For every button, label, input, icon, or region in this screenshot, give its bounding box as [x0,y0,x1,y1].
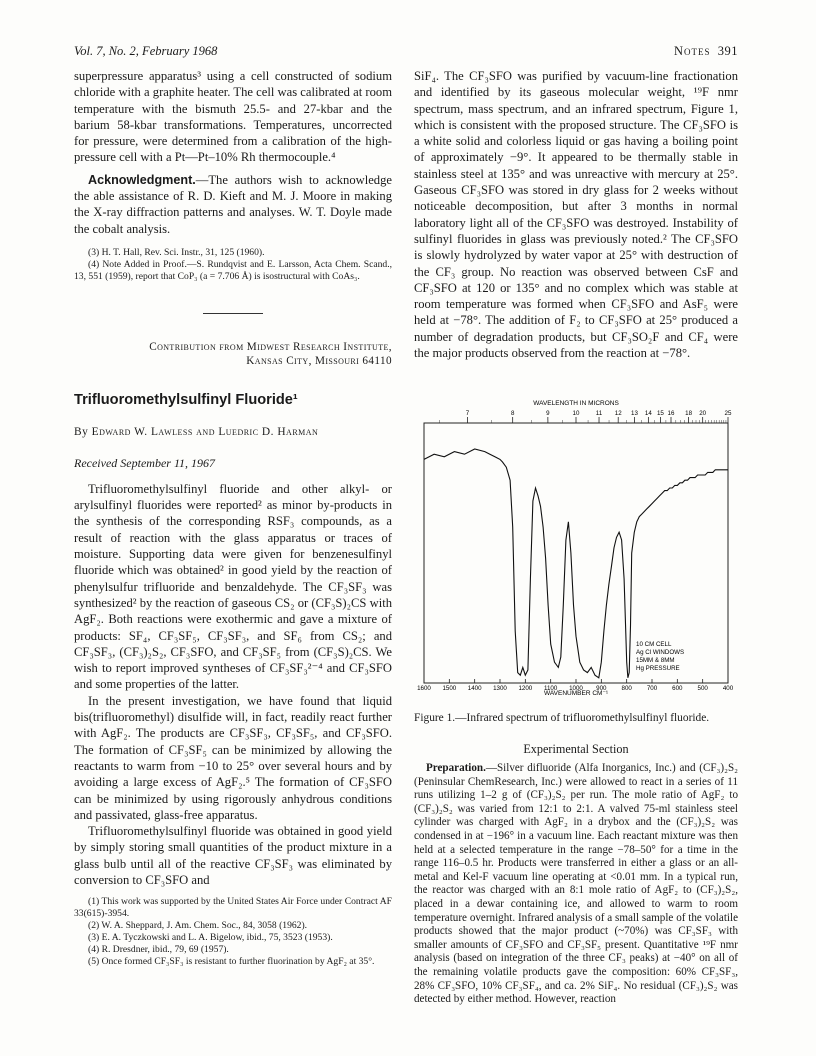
top-axis-ticks [440,410,732,423]
byline-prefix: By [74,426,92,439]
bottom-tick-label: 900 [596,685,607,692]
legend-box [636,641,684,672]
plot-frame [424,423,728,683]
top-tick-label: 15 [656,410,664,417]
bottom-tick-label: 800 [621,685,632,692]
article-title: Trifluoromethylsulfinyl Fluoride¹ [74,391,298,408]
bottom-tick-label: 1600 [417,685,431,692]
page-number: 391 [717,44,738,58]
top-tick-label: 14 [644,410,652,417]
bottom-tick-label: 1500 [442,685,457,692]
contribution-line-2: Kansas City, Missouri 64110 [246,354,392,367]
top-tick-label: 11 [595,410,603,417]
bottom-tick-label: 600 [672,685,683,692]
footnote-2: (2) W. A. Sheppard, J. Am. Chem. Soc., 84, 3058 (1962). [88,920,308,932]
top-tick-label: 25 [724,410,732,417]
received-date: Received September 11, 1967 [74,455,216,470]
top-tick-label: 12 [614,410,622,417]
legend-pressure-2: Hg PRESSURE [636,665,680,672]
top-tick-label: 9 [546,410,550,417]
top-tick-label: 20 [699,410,707,417]
preparation-body: —Silver difluoride (Alfa Inorganics, Inc.) and (CF₃)₂S₂ (Peninsular ChemResearch, Inc.) were allowed to react in a series of 11 runs utilizing 1–2 g of (CF₃)₂S₂ per run. The mole ratio of AgF₂ to (CF₃)₂S₂ was varied from 12:1 to 2:1. A valved 75-ml stainless steel cylinder was charged with AgF₂ in a drybox and the (CF₃)₂S₂ was condensed in at −196° in a vacuum line. Each reactant mixture was then held at a selected temperature in the range −78–50° for a time in the range 116–0.5 hr. Products were transferred in either a glass or an all-metal and Kel-F vacuum line operating at <0.01 mm. In a typical run, the reactor was charged with an 8:1 mole ratio of AgF₂ to (CF₃)₂S₂, placed in a dewar containing ice, and allowed to warm to room temperature overnight. Infrared analysis of a small sample of the volatile products showed that the major product (~70%) was CF₃SF₃ with smaller amounts of CF₃SFO and CF₃SF₅ present. Quantitative ¹⁹F nmr analysis (based on integration of the three CF₃ peaks) at −40° on all of the remaining volatile products gave the composition: 60% CF₃SF₃, 28% CF₃SFO, 10% CF₃SF₄, and ca. 2% SiF₄. No residual (CF₃)₂S₂ was detected by either method. However, reaction [414,762,738,1006]
preparation-paragraph [414,762,738,1007]
top-tick-label: 13 [631,410,638,417]
ir-spectrum-figure [414,397,738,697]
body-paragraph-3: Trifluoromethylsulfinyl fluoride was obtained in good yield by simply storing small quantities of the product mixture in a glass bulb until all of the reactive CF₃SF₃ was eliminated by conversion to CF₃SFO and [74,824,392,887]
contribution-line-1: Contribution from Midwest Research Institute, [149,340,392,353]
footnote-3: (3) H. T. Hall, Rev. Sci. Instr., 31, 125 (1960). [88,246,265,258]
right-paragraph-1: SiF₄. The CF₃SFO was purified by vacuum-line fractionation and identified by its gaseous molecular weight, ¹⁹F nmr spectrum, mass spectrum, and an infrared spectrum, Figure 1, which is consistent with the proposed structure. The CF₃SFO is a white solid and colorless liquid or gas having a boiling point of approximately −9°. It appeared to be thermally stable in stainless steel at 135° and was unreactive with mercury at 25°. Gaseous CF₃SFO was stored in dry glass for 2 weeks without noticeable decomposition, but after 3 months in normal laboratory light all of the CF₃SFO was destroyed. Instability of sulfinyl fluorides in glass was previously noted.² The CF₃SFO is slowly hydrolyzed by water vapor at 25° with destruction of the CF₃ group. No reaction was observed between CsF and CF₃SFO at 120 or 135° and no complex which was stable at room temperature was formed when CF₃SFO and AsF₅ were held at −78°. The addition of F₂ to CF₃SFO at 25° produced a number of degradation products, but CF₃SO₂F and CF₄ were the major products observed from the reaction at −78°. [414,69,738,361]
legend-pressure-1: 15MM & 8MM [636,657,675,664]
byline-authors: Edward W. Lawless and Luedric D. Harman [91,426,319,439]
figure-caption: Figure 1.—Infrared spectrum of trifluoromethylsulfinyl fluoride. [414,712,710,724]
bottom-axis-label: WAVENUMBER CM⁻¹ [543,690,609,697]
preparation-heading: Preparation. [426,762,486,774]
top-tick-label: 8 [510,410,515,417]
left-column [74,68,392,968]
spectrum-trace [424,449,728,678]
acknowledgment-paragraph [74,172,392,237]
paragraph-continuation: superpressure apparatus³ using a cell constructed of sodium chloride with a graphite heater. The cell was calibrated at room temperature with the bismuth 25.5- and 27-kbar and the barium 58-kbar transformations. Temperatures, uncorrected for pressure, were determined from a calibration of the high-pressure cell with a Pt—Pt–10% Rh thermocouple.⁴ [74,69,392,165]
running-head-section: Notes [673,44,711,58]
body-paragraph-2: In the present investigation, we have found that liquid bis(trifluoromethyl) disulfide will, in fact, readily react further with AgF₂. The products are CF₃SF₃, CF₃SF₅, and CF₃SFO. The formation of CF₃SF₅ can be minimized by allowing the reactants to warm from −10 to 25° over several hours and by avoiding a large excess of AgF₂.⁵ The formation of CF₃SFO can be minimized by using rigorously anhydrous conditions and passivated, glass-free apparatus. [74,693,392,822]
running-head-volume: Vol. 7, No. 2, February 1968 [74,44,218,58]
bottom-tick-label: 1300 [493,685,507,692]
footnote-4b: (4) R. Dresdner, ibid., 79, 69 (1957). [88,944,229,956]
bottom-tick-label: 1100 [544,685,558,692]
footnote-1: (1) This work was supported by the United States Air Force under Contract AF 33(615)-3954. [74,896,392,920]
byline [74,424,392,440]
bottom-tick-label: 500 [697,685,708,692]
right-column [414,68,738,361]
top-tick-label: 18 [685,410,693,417]
top-axis-label: WAVELENGTH IN MICRONS [533,400,619,407]
bottom-tick-label: 700 [646,685,658,692]
bottom-tick-label: 1200 [518,685,533,692]
footnotes-top [74,247,392,283]
footnote-4: (4) Note Added in Proof.—S. Rundqvist and E. Larsson, Acta Chem. Scand., 13, 551 (1959), report that CoP₃ (a = 7.706 Å) is isostructural with CoAs₃. [74,258,392,282]
bottom-tick-label: 1000 [569,685,583,692]
body-paragraph-1: Trifluoromethylsulfinyl fluoride and other alkyl- or arylsulfinyl fluorides were reported² as minor by-products in the synthesis of the corresponding RSF₃ compounds, as a result of reaction with the glass apparatus or traces of moisture. Supporting data were given for benzenesulfinyl fluoride which was obtained² in good yield by the reaction of phenylsulfur trifluoride and benzaldehyde. The CF₃SF₃ was synthesized² by the reaction of gaseous CS₂ or (CF₃S)₂CS with AgF₂. Both reactions were exothermic and gave a mixture of products: SF₄, CF₃SF₅, CF₃SF₃, and SF₆ from CS₂; and CF₃SF₃, (CF₃)₂S₂, CF₃SFO, and CF₃SF₅ from (CF₃S)₂CS. We wish to report improved syntheses of CF₃SF₃²⁻⁴ and CF₃SFO and some properties of the latter. [74,481,392,692]
bottom-tick-label: 1400 [467,685,482,692]
section-divider [203,313,263,314]
top-tick-label: 16 [667,410,675,417]
experimental-heading: Experimental Section [523,742,629,756]
ir-spectrum-chart [414,397,738,697]
legend-cell: 10 CM CELL [636,641,672,648]
acknowledgment-heading: Acknowledgment. [88,172,196,187]
top-tick-label: 10 [572,410,580,417]
acknowledgment-body: —The authors wish to acknowledge the able assistance of R. D. Kieft and M. J. Moore in making the X-ray diffraction patterns and analyses. W. T. Doyle made the cobalt analysis. [74,172,392,236]
footnotes-bottom [74,896,392,968]
legend-windows: Ag Cl WINDOWS [636,649,685,656]
top-tick-label: 7 [465,410,470,417]
footnote-3b: (3) E. A. Tyczkowski and L. A. Bigelow, ibid., 75, 3523 (1953). [88,932,333,944]
footnote-5: (5) Once formed CF₃SF₃ is resistant to further fluorination by AgF₂ at 35°. [88,956,375,968]
experimental-section [414,762,738,1007]
bottom-tick-label: 400 [722,685,734,692]
running-head-right [674,44,738,59]
